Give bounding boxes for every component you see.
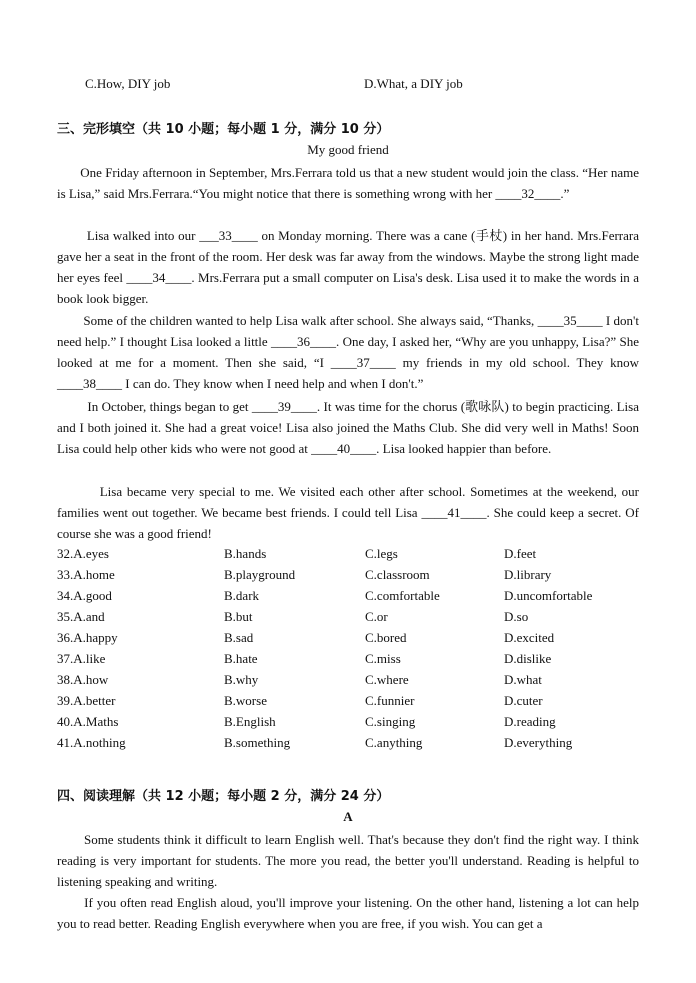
- question-36-b: B.sad: [224, 630, 254, 645]
- question-39-d: D.cuter: [504, 693, 543, 708]
- question-34-c: C.comfortable: [365, 588, 440, 603]
- question-34-d: D.uncomfortable: [504, 588, 593, 603]
- reading-paragraph-1: Some students think it difficult to learn English well. That's because they don't find the right way. I think reading is very important for students. The more you read, the better you'll understand. Reading is helpful to listening speaking and writing.: [57, 832, 639, 889]
- passage-paragraph-4: In October, things began to get ____39____. It was time for the chorus (歌咏队) to begin practicing. Lisa and I both joined it. She had a great voice! Lisa also joined the Maths Club. She did very well in Maths! Soon Lisa could help other kids who were not good at ____40____. Lisa looked happier than before.: [57, 399, 639, 456]
- passage-title: My good friend: [307, 142, 389, 157]
- question-32-b: B.hands: [224, 546, 267, 561]
- question-32-a: 32.A.eyes: [57, 546, 109, 561]
- question-40-b: B.English: [224, 714, 276, 729]
- question-36-a: 36.A.happy: [57, 630, 118, 645]
- question-33-a: 33.A.home: [57, 567, 115, 582]
- question-41-d: D.everything: [504, 735, 573, 750]
- reading-paragraph-2: If you often read English aloud, you'll improve your listening. On the other hand, listening a lot can help you to read better. Reading English everywhere when you are free, if you wish. You can get a: [57, 895, 639, 931]
- section4-heading: 四、阅读理解（共 12 小题；每小题 2 分，满分 24 分）: [57, 789, 390, 804]
- section3-heading: 三、完形填空（共 10 小题；每小题 1 分，满分 10 分）: [57, 122, 390, 137]
- question-35-d: D.so: [504, 609, 529, 624]
- reading-part-label: A: [343, 809, 353, 824]
- question-37-d: D.dislike: [504, 651, 552, 666]
- passage-paragraph-5: Lisa became very special to me. We visited each other after school. Sometimes at the weekend, our families went out together. We became best friends. I could tell Lisa ____41____. She could keep a secret. Of course she was a good friend!: [57, 484, 639, 541]
- question-35-a: 35.A.and: [57, 609, 105, 624]
- question-40-d: D.reading: [504, 714, 556, 729]
- question-37-c: C.miss: [365, 651, 401, 666]
- question-41-c: C.anything: [365, 735, 423, 750]
- question-33-b: B.playground: [224, 567, 296, 582]
- question-41-a: 41.A.nothing: [57, 735, 126, 750]
- question-33-d: D.library: [504, 567, 552, 582]
- passage-paragraph-1: One Friday afternoon in September, Mrs.Ferrara told us that a new student would join the class. “Her name is Lisa,” said Mrs.Ferrara.“You might notice that there is something wrong with her ____32____.”: [57, 165, 639, 201]
- passage-paragraph-2: Lisa walked into our ___33____ on Monday morning. There was a cane (手杖) in her hand. Mrs.Ferrara gave her a seat in the front of the room. Her desk was far away from the windows. Maybe the strong light made her eyes feel ____34____. Mrs.Ferrara put a small computer on Lisa's desk. Lisa used it to make the words in a book look bigger.: [57, 228, 639, 306]
- question-39-c: C.funnier: [365, 693, 415, 708]
- option-d-prev: D.What, a DIY job: [364, 76, 463, 91]
- question-33-c: C.classroom: [365, 567, 430, 582]
- question-41-b: B.something: [224, 735, 291, 750]
- question-36-c: C.bored: [365, 630, 407, 645]
- question-34-a: 34.A.good: [57, 588, 112, 603]
- question-40-c: C.singing: [365, 714, 416, 729]
- question-32-c: C.legs: [365, 546, 398, 561]
- question-40-a: 40.A.Maths: [57, 714, 119, 729]
- question-39-a: 39.A.better: [57, 693, 116, 708]
- question-38-d: D.what: [504, 672, 542, 687]
- question-34-b: B.dark: [224, 588, 260, 603]
- question-35-b: B.but: [224, 609, 253, 624]
- question-38-b: B.why: [224, 672, 259, 687]
- passage-paragraph-3: Some of the children wanted to help Lisa walk after school. She always said, “Thanks, ____35____ I don't need help.” I thought Lisa looked a little ____36____. One day, I asked her, “Why are you unhappy, Lisa?” She looked at me for a moment. Then she said, “I ____37____ my friends in my old school. They know ____38____ I can do. They know when I need help and when I don't.”: [57, 313, 639, 391]
- question-32-d: D.feet: [504, 546, 537, 561]
- option-c-prev: C.How, DIY job: [85, 76, 171, 91]
- question-36-d: D.excited: [504, 630, 555, 645]
- question-39-b: B.worse: [224, 693, 267, 708]
- question-38-a: 38.A.how: [57, 672, 109, 687]
- question-37-b: B.hate: [224, 651, 258, 666]
- question-37-a: 37.A.like: [57, 651, 106, 666]
- question-35-c: C.or: [365, 609, 388, 624]
- question-38-c: C.where: [365, 672, 409, 687]
